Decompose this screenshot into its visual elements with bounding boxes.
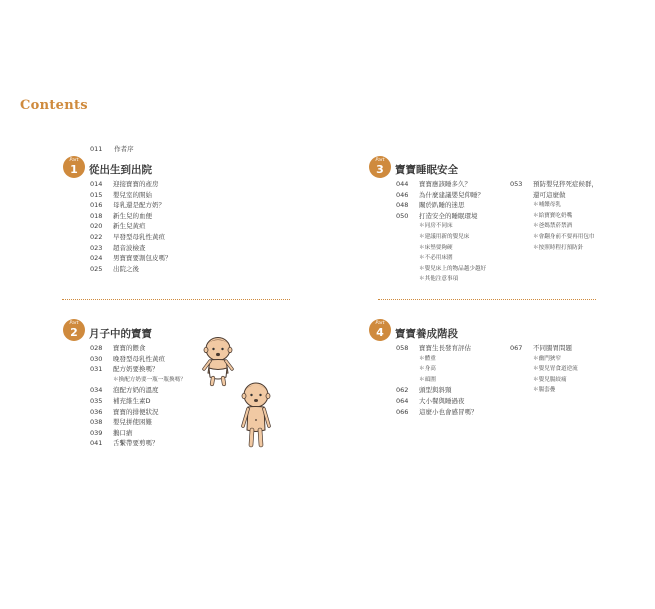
entry-title: 嬰兒室的開始 (113, 190, 152, 199)
entry-title: 作者序 (114, 145, 134, 153)
part-3-title: 寶寶睡眠安全 (395, 164, 458, 176)
entry-title: 補充維生素D (113, 396, 151, 405)
part-3-badge (369, 156, 391, 178)
toc-entry[interactable] (396, 396, 478, 407)
entry-page-number: 018 (90, 211, 103, 220)
toc-entry[interactable] (396, 211, 486, 222)
entry-page-number: 067 (510, 344, 523, 352)
part-4-entry-list (396, 343, 478, 417)
entry-title: 關於趴睡的迷思 (419, 201, 465, 210)
entry-page-number: 050 (396, 211, 409, 220)
entry-title: 晚發型母乳性黃疸 (113, 354, 165, 363)
entry-title: 新生兒的血便 (113, 211, 152, 220)
entry-title: 出院之後 (113, 264, 139, 273)
toc-entry[interactable] (90, 417, 186, 428)
toc-entry[interactable] (90, 364, 186, 375)
entry-title: 寶寶的排便狀況 (113, 407, 159, 416)
entry-page-number: 062 (396, 386, 409, 395)
entry-page-number: 044 (396, 180, 409, 188)
toc-entry[interactable] (90, 179, 172, 190)
sub-entry[interactable]: ＊其他注意事項 (419, 276, 459, 283)
toc-entry[interactable] (396, 200, 486, 211)
sub-entry[interactable]: ＊不必用床圍 (419, 255, 453, 262)
entry-page-number: 064 (396, 396, 409, 405)
sub-entry[interactable]: ＊會翻身前不要再用包巾 (533, 233, 595, 240)
entry-page-number: 015 (90, 190, 103, 199)
sub-entry[interactable]: ＊哺餵母乳 (533, 202, 561, 209)
sub-entry[interactable]: ＊給寶寶吃奶嘴 (533, 212, 573, 219)
part-number: 4 (376, 326, 384, 339)
toc-entry[interactable] (90, 190, 172, 201)
sub-entry[interactable]: ＊建議用新的嬰兒床 (419, 233, 470, 240)
part-2-badge (63, 319, 85, 341)
entry-page-number: 035 (90, 396, 103, 405)
part-1-entry-list (90, 179, 172, 274)
entry-page-number: 058 (396, 344, 409, 352)
entry-page-number: 016 (90, 201, 103, 210)
part-2-entry-list (90, 343, 186, 449)
toc-entry[interactable] (396, 385, 478, 396)
part-3-entry-list (396, 179, 486, 285)
entry-title: 泡配方奶的溫度 (113, 386, 159, 395)
section-divider-right (378, 299, 596, 300)
entry-title: 鵝口瘡 (113, 428, 133, 437)
entry-title: 早發型母乳性黃疸 (113, 232, 165, 241)
entry-title: 為什麼建議嬰兒仰睡？ (419, 190, 484, 199)
toc-entry[interactable] (510, 343, 578, 354)
part-number: 3 (376, 163, 384, 176)
part-4-entry-list-right (510, 343, 578, 396)
contents-heading: Contents (20, 98, 88, 113)
entry-page-number: 034 (90, 386, 103, 395)
toc-entry[interactable] (90, 438, 186, 449)
part-4-badge (369, 319, 391, 341)
entry-page-number: 014 (90, 180, 103, 188)
part-label: Part (69, 321, 79, 326)
sub-entry[interactable]: ＊床墊要夠硬 (419, 244, 453, 251)
part-number: 1 (70, 163, 78, 176)
entry-page-number: 048 (396, 201, 409, 210)
toc-entry[interactable] (90, 264, 172, 275)
entry-title: 配方奶要換嗎？ (113, 365, 159, 374)
part-label: Part (69, 158, 79, 163)
sub-entry[interactable]: ＊頭圍 (419, 376, 436, 383)
section-divider-left (62, 299, 290, 300)
entry-page-number: 022 (90, 232, 103, 241)
entry-page-number: 028 (90, 344, 103, 352)
part-label: Part (375, 321, 385, 326)
entry-title: 不同腸胃問題 (533, 344, 572, 352)
entry-title: 大小餐與睡過夜 (419, 396, 465, 405)
entry-title: 超音波檢查 (113, 243, 146, 252)
entry-page-number: 036 (90, 407, 103, 416)
entry-page-number: 025 (90, 264, 103, 273)
entry-page-number: 030 (90, 354, 103, 363)
toc-entry[interactable] (90, 232, 172, 243)
entry-page-number: 031 (90, 365, 103, 374)
toc-entry[interactable] (90, 253, 172, 264)
entry-title: 嬰兒拼使困難 (113, 418, 152, 427)
entry-page-number: 046 (396, 190, 409, 199)
toc-entry[interactable] (396, 407, 478, 418)
entry-title: 頭型與斜頸 (419, 386, 452, 395)
toc-entry[interactable] (90, 200, 172, 211)
entry-title: 打造安全的睡眠環境 (419, 211, 478, 220)
part-label: Part (375, 158, 385, 163)
sub-entry[interactable]: ＊嬰兒床上的物品越少越好 (419, 265, 487, 272)
toc-entry[interactable] (90, 396, 186, 407)
entry-title: 母乳還是配方奶？ (113, 201, 165, 210)
part-3-entry-list-right (510, 179, 598, 253)
sub-entry[interactable]: ＊換配方奶要一瓶一瓶換嗎？ (113, 376, 186, 383)
entry-page-number: 039 (90, 428, 103, 437)
sub-entry[interactable]: ＊體重 (419, 355, 436, 362)
entry-page-number: 041 (90, 439, 103, 448)
sub-entry[interactable]: ＊幽門狹窄 (533, 355, 561, 362)
sub-entry[interactable]: ＊按照時程打預防針 (533, 244, 584, 251)
toc-entry[interactable] (90, 221, 172, 232)
part-4-title: 寶寶養成階段 (395, 328, 458, 340)
toc-entry[interactable] (510, 179, 598, 190)
part-number: 2 (70, 326, 78, 339)
entry-title: 寶寶應該睡多久？ (419, 180, 471, 188)
part-1-title: 從出生到出院 (89, 164, 152, 176)
author-preface-entry[interactable] (90, 144, 134, 153)
entry-page-number: 023 (90, 243, 103, 252)
standing-baby-illustration (235, 380, 277, 450)
entry-page-number: 053 (510, 180, 523, 188)
entry-title: 寶寶生長發育評估 (419, 344, 471, 352)
entry-title: 這麼小也會感冒嗎？ (419, 407, 478, 416)
sub-entry[interactable]: ＊嬰兒腸絞痛 (533, 376, 567, 383)
entry-page-number: 038 (90, 418, 103, 427)
sub-entry[interactable]: ＊身高 (419, 366, 436, 373)
entry-title: 迎接寶寶的產房 (113, 180, 159, 188)
entry-page-number: 066 (396, 407, 409, 416)
entry-title: 寶寶的餵食 (113, 344, 146, 352)
toc-entry[interactable] (396, 190, 486, 201)
entry-page-number: 024 (90, 254, 103, 263)
toc-entry[interactable] (90, 243, 172, 254)
entry-page-number: 020 (90, 222, 103, 231)
toc-entry[interactable] (90, 385, 186, 396)
entry-title: 舌繫帶要剪嗎？ (113, 439, 159, 448)
entry-title: 新生兒黃疸 (113, 222, 146, 231)
toc-entry[interactable] (90, 343, 186, 354)
entry-page-number: 011 (90, 145, 103, 153)
toc-entry[interactable] (90, 407, 186, 418)
sub-entry[interactable]: ＊爸媽禁菸禁酒 (533, 223, 573, 230)
part-1-badge (63, 156, 85, 178)
toc-entry[interactable] (90, 211, 172, 222)
sub-entry[interactable]: ＊嬰兒胃食道逆流 (533, 366, 578, 373)
toc-entry[interactable] (396, 343, 478, 354)
part-2-title: 月子中的寶寶 (89, 328, 152, 340)
baby-in-diaper-illustration (198, 335, 238, 387)
toc-entry[interactable] (90, 428, 186, 439)
sub-entry[interactable]: ＊腸套疊 (533, 387, 556, 394)
entry-title: 男寶寶要割包皮嗎？ (113, 254, 172, 263)
toc-entry[interactable] (90, 354, 186, 365)
sub-entry[interactable]: ＊同房不同床 (419, 223, 453, 230)
entry-title: 預防嬰兒猝死症候群， (533, 180, 598, 188)
entry-title-continued[interactable]: 還可這麼做 (533, 190, 566, 199)
toc-entry[interactable] (396, 179, 486, 190)
